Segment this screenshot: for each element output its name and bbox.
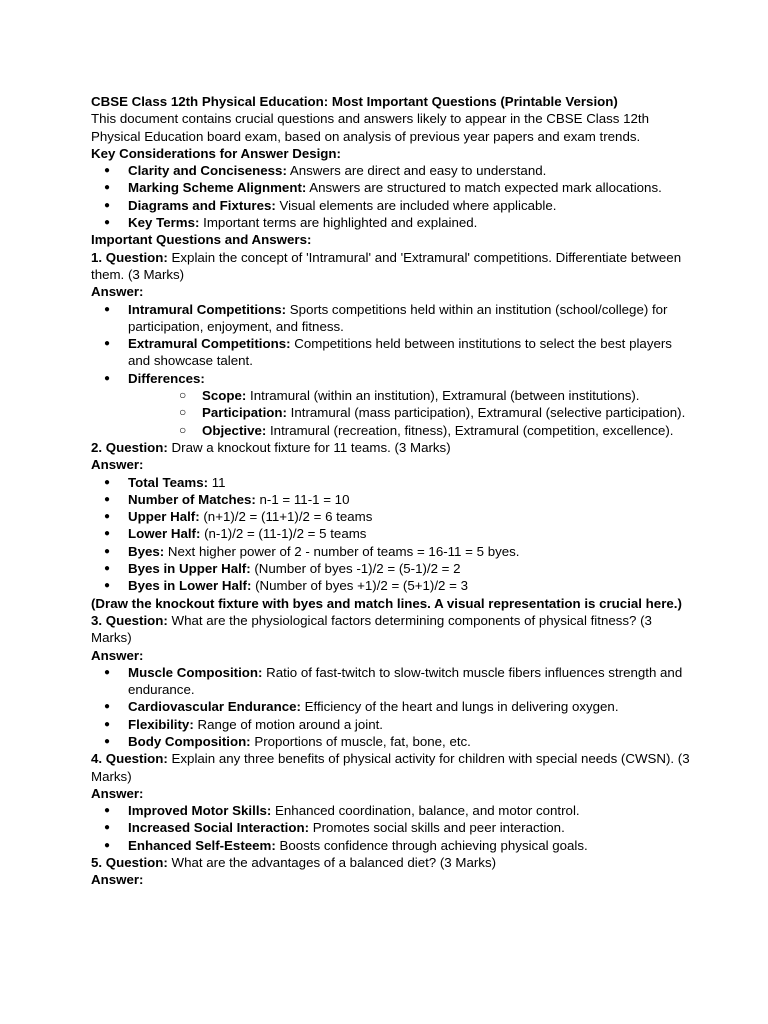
list-item: ○ Objective: Intramural (recreation, fitness), Extramural (competition, excellence).: [128, 422, 691, 439]
question-4: 4. Question: Explain any three benefits of physical activity for children with special needs (CWSN). (3 Marks): [91, 751, 690, 784]
fixture-note: (Draw the knockout fixture with byes and match lines. A visual representation is crucial here.): [91, 595, 682, 611]
answer-4-list: [91, 802, 691, 854]
list-item: ● Upper Half: (n+1)/2 = (11+1)/2 = 6 teams: [91, 508, 691, 525]
list-item: ● Key Terms: Important terms are highlighted and explained.: [91, 214, 691, 231]
question-3: 3. Question: What are the physiological factors determining components of physical fitness? (3 Marks): [91, 612, 652, 646]
list-item: ● Marking Scheme Alignment: Answers are structured to match expected mark allocations.: [91, 179, 691, 196]
list-item: ● Increased Social Interaction: Promotes social skills and peer interaction.: [91, 819, 691, 836]
list-item: ● Byes in Upper Half: (Number of byes -1)/2 = (5-1)/2 = 2: [91, 560, 691, 577]
answer-1-list: [91, 301, 691, 439]
qa-heading: Important Questions and Answers:: [91, 232, 312, 248]
document-title: CBSE Class 12th Physical Education: Most Important Questions (Printable Version): [91, 94, 618, 109]
list-item: ● Flexibility: Range of motion around a joint.: [91, 716, 691, 733]
answer-3-list: [91, 664, 691, 750]
list-item: ● Extramural Competitions: Competitions held between institutions to select the best players and showcase talent.: [91, 335, 691, 370]
question-1: 1. Question: Explain the concept of 'Intramural' and 'Extramural' competitions. Differentiate between them. (3 Marks): [91, 249, 682, 282]
list-item: ● Diagrams and Fixtures: Visual elements are included where applicable.: [91, 197, 691, 214]
list-item: ● Cardiovascular Endurance: Efficiency of the heart and lungs in delivering oxygen.: [91, 698, 691, 715]
intro-paragraph: This document contains crucial questions and answers likely to appear in the CBSE Class 12th Physical Education board exam, based on analysis of previous year papers and exam trends.: [91, 111, 650, 144]
answer-label: Answer:: [91, 284, 144, 300]
list-item: ○ Participation: Intramural (mass participation), Extramural (selective participation).: [128, 404, 691, 421]
answer-label: Answer:: [91, 457, 144, 473]
list-item: ● Number of Matches: n-1 = 11-1 = 10: [91, 491, 691, 508]
key-considerations-list: [91, 162, 691, 231]
list-item: ● Enhanced Self-Esteem: Boosts confidence through achieving physical goals.: [91, 837, 691, 854]
differences-list: [128, 387, 691, 439]
list-item: ● Differences: ○ Scope: Intramural (within an institution), Extramural (between institutions). ○ Participation: Intramural (mass participation), Extramural (selective participation). ○ Objective: Intramural (recreation, fitness), Extramural (competition, excellence).: [91, 370, 691, 439]
list-item: ● Byes in Lower Half: (Number of byes +1)/2 = (5+1)/2 = 3: [91, 577, 691, 594]
list-item: ● Muscle Composition: Ratio of fast-twitch to slow-twitch muscle fibers influences strength and endurance.: [91, 664, 691, 699]
list-item: ● Clarity and Conciseness: Answers are direct and easy to understand.: [91, 162, 691, 179]
list-item: ● Lower Half: (n-1)/2 = (11-1)/2 = 5 teams: [91, 525, 691, 542]
question-2: 2. Question: Draw a knockout fixture for 11 teams. (3 Marks): [91, 439, 451, 455]
answer-label: Answer:: [91, 647, 144, 663]
answer-label: Answer:: [91, 785, 144, 801]
list-item: ● Intramural Competitions: Sports competitions held within an institution (school/college) for participation, enjoyment, and fitness.: [91, 301, 691, 336]
list-item: ● Improved Motor Skills: Enhanced coordination, balance, and motor control.: [91, 802, 691, 819]
answer-2-list: [91, 474, 691, 595]
question-5: 5. Question: What are the advantages of a balanced diet? (3 Marks): [91, 855, 497, 871]
list-item: ● Total Teams: 11: [91, 474, 691, 491]
answer-label: Answer:: [91, 872, 144, 888]
list-item: ● Byes: Next higher power of 2 - number of teams = 16-11 = 5 byes.: [91, 543, 691, 560]
key-considerations-heading: Key Considerations for Answer Design:: [91, 145, 341, 161]
list-item: ○ Scope: Intramural (within an institution), Extramural (between institutions).: [128, 387, 691, 404]
list-item: ● Body Composition: Proportions of muscle, fat, bone, etc.: [91, 733, 691, 750]
document-page: [91, 93, 691, 889]
